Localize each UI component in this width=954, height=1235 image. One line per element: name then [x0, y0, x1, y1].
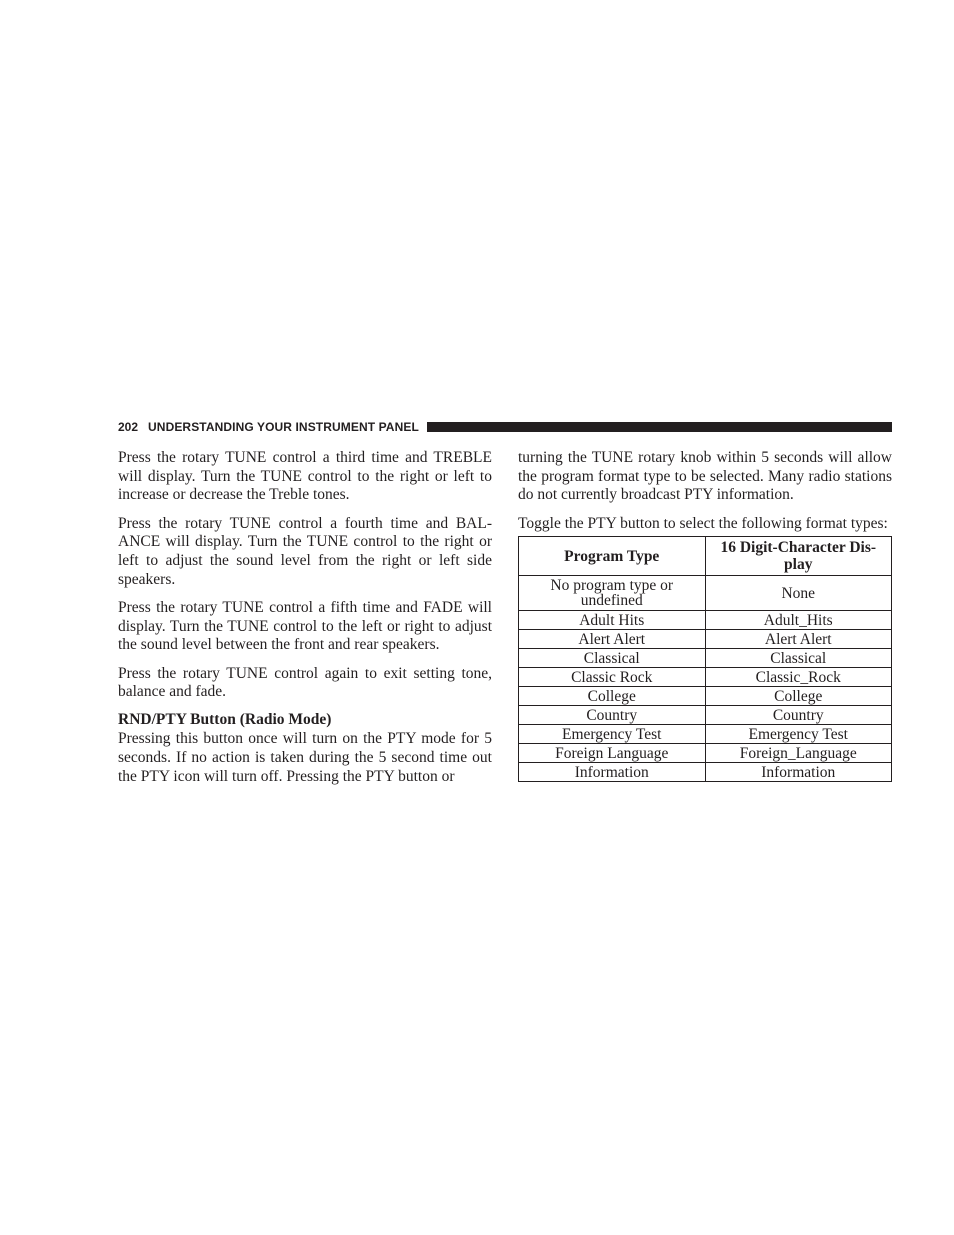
cell-display: Alert Alert — [705, 630, 892, 649]
cell-display: College — [705, 687, 892, 706]
header-rule-bar — [427, 422, 892, 432]
cell-program-type: Classical — [519, 649, 706, 668]
paragraph-fade: Press the rotary TUNE control a fifth time and FADE will display. Turn the TUNE control to the left or right to adjust the sound level between the front and rear speakers. — [118, 598, 492, 654]
table-row — [519, 744, 892, 763]
cell-program-type: Emergency Test — [519, 725, 706, 744]
right-column — [518, 449, 892, 782]
cell-display: None — [705, 576, 892, 611]
cell-program-type: Country — [519, 706, 706, 725]
cell-program-type: Classic Rock — [519, 668, 706, 687]
header-display: 16 Digit-Character Display — [705, 537, 892, 576]
cell-program-type: No program type or undefined — [519, 576, 706, 611]
table-row — [519, 706, 892, 725]
page-number: 202 — [118, 420, 139, 434]
cell-program-type: Alert Alert — [519, 630, 706, 649]
cell-display: Country — [705, 706, 892, 725]
table-row — [519, 630, 892, 649]
cell-display: Adult_Hits — [705, 611, 892, 630]
paragraph-pty-mode: Pressing this button once will turn on the PTY mode for 5 seconds. If no action is taken during the 5 second time out the PTY icon will turn off. Pressing the PTY button or — [118, 730, 492, 785]
cell-display: Foreign_Language — [705, 744, 892, 763]
page-header — [118, 419, 892, 435]
cell-display: Emergency Test — [705, 725, 892, 744]
cell-display: Information — [705, 763, 892, 782]
paragraph-pty-continued: turning the TUNE rotary knob within 5 seconds will allow the program format type to be selected. Many radio stations do not currently broadcast PTY information. — [518, 449, 892, 504]
header-program-type: Program Type — [519, 537, 706, 576]
program-type-table — [518, 536, 892, 782]
table-row — [519, 611, 892, 630]
paragraph-balance: Press the rotary TUNE control a fourth time and BALANCE will display. Turn the TUNE control to the right or left to adjust the sound level from the right or left side speakers. — [118, 514, 492, 588]
left-column — [118, 449, 492, 786]
cell-program-type: College — [519, 687, 706, 706]
table-row — [519, 687, 892, 706]
paragraph-exit: Press the rotary TUNE control again to exit setting tone, balance and fade. — [118, 664, 492, 701]
cell-display: Classical — [705, 649, 892, 668]
table-row — [519, 668, 892, 687]
subheading-rnd-pty: RND/PTY Button (Radio Mode) — [118, 711, 332, 729]
cell-program-type: Foreign Language — [519, 744, 706, 763]
table-row — [519, 725, 892, 744]
paragraph-toggle-pty: Toggle the PTY button to select the following format types: — [518, 514, 888, 532]
cell-program-type: Information — [519, 763, 706, 782]
cell-program-type: Adult Hits — [519, 611, 706, 630]
table-row — [519, 763, 892, 782]
table-header-row — [519, 537, 892, 576]
cell-display: Classic_Rock — [705, 668, 892, 687]
section-title: UNDERSTANDING YOUR INSTRUMENT PANEL — [148, 420, 419, 434]
table-row — [519, 649, 892, 668]
paragraph-treble: Press the rotary TUNE control a third time and TREBLE will display. Turn the TUNE control to the right or left to increase or decrease the Treble tones. — [118, 449, 492, 504]
table-row — [519, 576, 892, 611]
